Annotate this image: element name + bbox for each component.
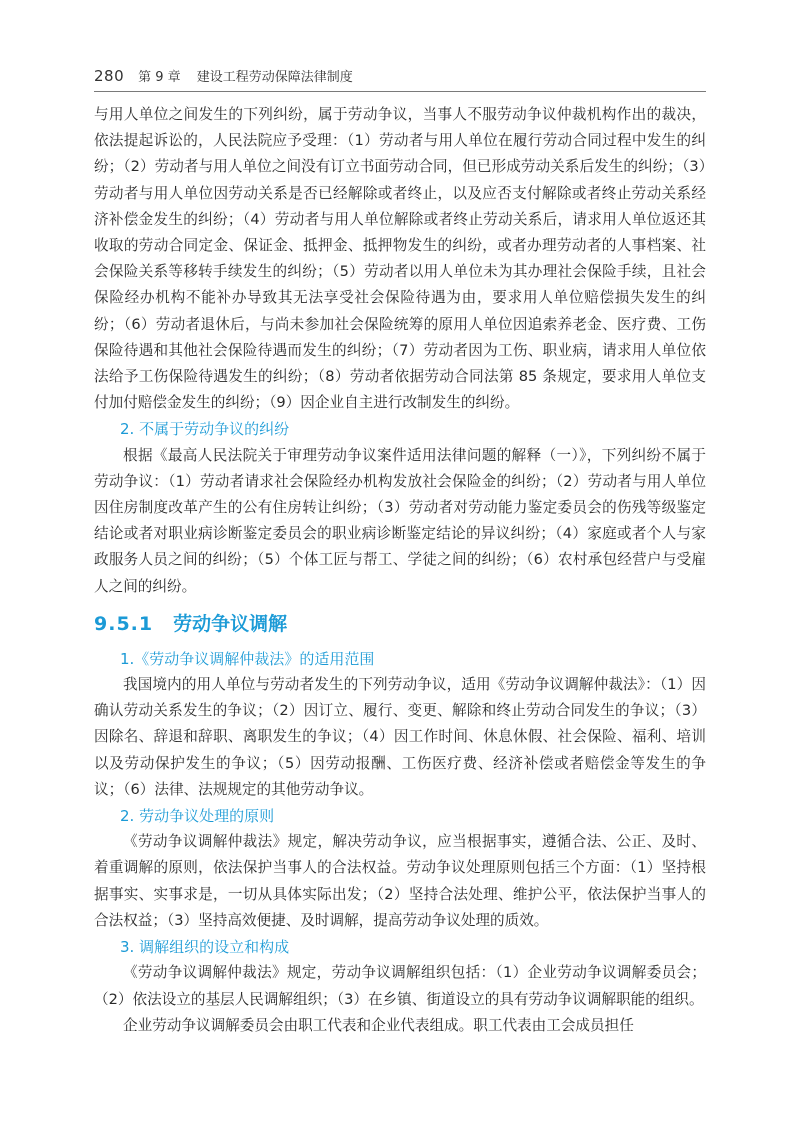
paragraph-principles: 《劳动争议调解仲裁法》规定，解决劳动争议，应当根据事实，遵循合法、公正、及时、着重调解的原则，依法保护当事人的合法权益。劳动争议处理原则包括三个方面：（1）坚持根据事实、实事求是，一切从具体实际出发；（2）坚持合法处理、维护公平，依法保护当事人的合法权益；（3）坚持高效便捷、及时调解，提高劳动争议处理的质效。 — [94, 833, 706, 929]
section-heading — [94, 608, 706, 640]
header-divider — [94, 91, 706, 92]
running-header — [94, 66, 706, 90]
subheading-organization: 3. 调解组织的设立和构成 — [120, 938, 290, 957]
page-number: 280 — [94, 67, 125, 85]
paragraph-committee: 企业劳动争议调解委员会由职工代表和企业代表组成。职工代表由工会成员担任 — [123, 1016, 634, 1034]
section-number: 9.5.1 — [94, 612, 154, 635]
subheading-scope: 1.《劳动争议调解仲裁法》的适用范围 — [120, 649, 375, 668]
paragraph-organization: 《劳动争议调解仲裁法》规定，劳动争议调解组织包括：（1）企业劳动争议调解委员会；（2）依法设立的基层人民调解组织；（3）在乡镇、街道设立的具有劳动争议调解职能的组织。 — [94, 964, 706, 1008]
chapter-label: 第 9 章 — [138, 70, 181, 85]
paragraph-scope: 我国境内的用人单位与劳动者发生的下列劳动争议，适用《劳动争议调解仲裁法》：（1）因确认劳动关系发生的争议；（2）因订立、履行、变更、解除和终止劳动合同发生的争议；（3）因除名、辞退和辞职、离职发生的争议；（4）因工作时间、休息休假、社会保险、福利、培训以及劳动保护发生的争议；（5）因劳动报酬、工伤医疗费、经济补偿或者赔偿金等发生的争议；（6）法律、法规规定的其他劳动争议。 — [94, 676, 706, 798]
subheading-not-dispute: 2. 不属于劳动争议的纠纷 — [120, 420, 290, 439]
paragraph-not-dispute: 根据《最高人民法院关于审理劳动争议案件适用法律问题的解释（一）》，下列纠纷不属于劳动争议：（1）劳动者请求社会保险经办机构发放社会保险金的纠纷；（2）劳动者与用人单位因住房制度改革产生的公有住房转让纠纷；（3）劳动者对劳动能力鉴定委员会的伤残等级鉴定结论或者对职业病诊断鉴定委员会的职业病诊断鉴定结论的异议纠纷；（4）家庭或者个人与家政服务人员之间的纠纷；（5）个体工匠与帮工、学徒之间的纠纷；（6）农村承包经营户与受雇人之间的纠纷。 — [94, 446, 706, 595]
paragraph-dispute-types: 与用人单位之间发生的下列纠纷，属于劳动争议，当事人不服劳动争议仲裁机构作出的裁决，依法提起诉讼的，人民法院应予受理：（1）劳动者与用人单位在履行劳动合同过程中发生的纠纷；（2）劳动者与用人单位之间没有订立书面劳动合同，但已形成劳动关系后发生的纠纷；（3）劳动者与用人单位因劳动关系是否已经解除或者终止，以及应否支付解除或者终止劳动关系经济补偿金发生的纠纷；（4）劳动者与用人单位解除或者终止劳动关系后，请求用人单位返还其收取的劳动合同定金、保证金、抵押金、抵押物发生的纠纷，或者办理劳动者的人事档案、社会保险关系等移转手续发生的纠纷；（5）劳动者以用人单位未为其办理社会保险手续，且社会保险经办机构不能补办导致其无法享受社会保险待遇为由，要求用人单位赔偿损失发生的纠纷；（6）劳动者退休后，与尚未参加社会保险统筹的原用人单位因追索养老金、医疗费、工伤保险待遇和其他社会保险待遇而发生的纠纷；（7）劳动者因为工伤、职业病，请求用人单位依法给予工伤保险待遇发生的纠纷；（8）劳动者依据劳动合同法第 85 条规定，要求用人单位支付加付赔偿金发生的纠纷；（9）因企业自主进行改制发生的纠纷。 — [94, 106, 706, 412]
section-title: 劳动争议调解 — [173, 612, 288, 635]
chapter-title: 建设工程劳动保障法律制度 — [196, 70, 353, 85]
page-body — [94, 102, 706, 1039]
subheading-principles: 2. 劳动争议处理的原则 — [120, 807, 275, 826]
